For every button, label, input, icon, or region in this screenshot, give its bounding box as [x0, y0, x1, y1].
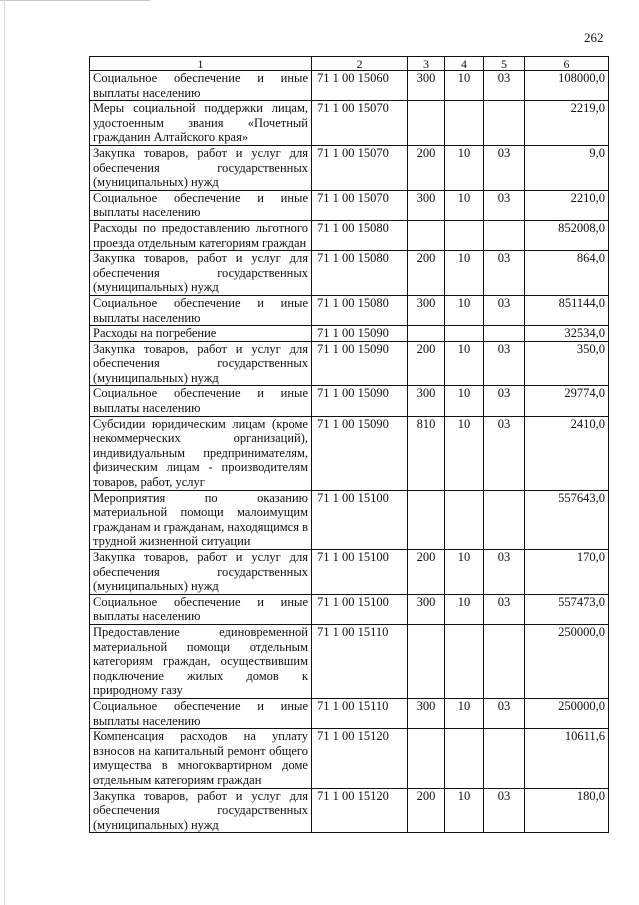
amount-cell: 2210,0	[525, 190, 609, 220]
target-code-cell: 71 1 00 15110	[312, 624, 408, 698]
column-number-5: 5	[484, 57, 525, 71]
section-cell	[445, 729, 484, 788]
subsection-cell: 03	[484, 145, 525, 190]
table-row	[90, 326, 609, 342]
expense-name-cell: Меры социальной поддержки лицам, удостоенным звания «Почетный гражданин Алтайского края»	[90, 101, 312, 146]
amount-cell: 557473,0	[525, 594, 609, 624]
section-cell: 10	[445, 145, 484, 190]
subsection-cell	[484, 220, 525, 250]
amount-cell: 250000,0	[525, 698, 609, 728]
section-cell: 10	[445, 594, 484, 624]
subsection-cell: 03	[484, 788, 525, 833]
amount-cell: 250000,0	[525, 624, 609, 698]
table-row	[90, 145, 609, 190]
amount-cell: 852008,0	[525, 220, 609, 250]
expense-type-cell: 810	[408, 416, 445, 490]
amount-cell: 864,0	[525, 251, 609, 296]
section-cell: 10	[445, 341, 484, 386]
amount-cell: 108000,0	[525, 71, 609, 101]
expense-type-cell	[408, 326, 445, 342]
target-code-cell: 71 1 00 15080	[312, 220, 408, 250]
expense-type-cell: 200	[408, 788, 445, 833]
amount-cell: 10611,6	[525, 729, 609, 788]
column-number-6: 6	[525, 57, 609, 71]
target-code-cell: 71 1 00 15080	[312, 251, 408, 296]
expense-type-cell: 200	[408, 145, 445, 190]
target-code-cell: 71 1 00 15100	[312, 550, 408, 595]
table-row	[90, 624, 609, 698]
expense-type-cell: 300	[408, 295, 445, 325]
column-number-1: 1	[90, 57, 312, 71]
target-code-cell: 71 1 00 15110	[312, 698, 408, 728]
subsection-cell	[484, 326, 525, 342]
table-row	[90, 416, 609, 490]
subsection-cell	[484, 101, 525, 146]
table-row	[90, 386, 609, 416]
target-code-cell: 71 1 00 15090	[312, 386, 408, 416]
section-cell: 10	[445, 788, 484, 833]
amount-cell: 32534,0	[525, 326, 609, 342]
page-number: 262	[584, 30, 604, 45]
expense-name-cell: Закупка товаров, работ и услуг для обеспечения государственных (муниципальных) нужд	[90, 550, 312, 595]
subsection-cell: 03	[484, 71, 525, 101]
table-row	[90, 788, 609, 833]
subsection-cell: 03	[484, 190, 525, 220]
table-row	[90, 594, 609, 624]
table-row	[90, 220, 609, 250]
section-cell: 10	[445, 71, 484, 101]
table-row	[90, 71, 609, 101]
subsection-cell: 03	[484, 295, 525, 325]
table-row	[90, 190, 609, 220]
expense-type-cell: 300	[408, 71, 445, 101]
amount-cell: 29774,0	[525, 386, 609, 416]
section-cell: 10	[445, 386, 484, 416]
target-code-cell: 71 1 00 15070	[312, 190, 408, 220]
amount-cell: 180,0	[525, 788, 609, 833]
expense-name-cell: Социальное обеспечение и иные выплаты населению	[90, 594, 312, 624]
expense-type-cell	[408, 101, 445, 146]
expense-name-cell: Социальное обеспечение и иные выплаты населению	[90, 386, 312, 416]
amount-cell: 2219,0	[525, 101, 609, 146]
subsection-cell: 03	[484, 341, 525, 386]
amount-cell: 350,0	[525, 341, 609, 386]
expense-name-cell: Мероприятия по оказанию материальной помощи малоимущим гражданам и гражданам, находящимся в трудной жизненной ситуации	[90, 490, 312, 549]
expense-name-cell: Закупка товаров, работ и услуг для обеспечения государственных (муниципальных) нужд	[90, 145, 312, 190]
table-row	[90, 550, 609, 595]
target-code-cell: 71 1 00 15120	[312, 788, 408, 833]
target-code-cell: 71 1 00 15090	[312, 326, 408, 342]
subsection-cell: 03	[484, 416, 525, 490]
scan-edge-top	[0, 0, 150, 1]
section-cell: 10	[445, 190, 484, 220]
expense-name-cell: Социальное обеспечение и иные выплаты населению	[90, 71, 312, 101]
expense-type-cell: 300	[408, 698, 445, 728]
column-number-2: 2	[312, 57, 408, 71]
expense-name-cell: Закупка товаров, работ и услуг для обеспечения государственных (муниципальных) нужд	[90, 341, 312, 386]
subsection-cell: 03	[484, 594, 525, 624]
column-number-3: 3	[408, 57, 445, 71]
subsection-cell: 03	[484, 251, 525, 296]
expense-name-cell: Закупка товаров, работ и услуг для обеспечения государственных (муниципальных) нужд	[90, 251, 312, 296]
budget-table	[89, 56, 609, 833]
budget-table-body	[90, 57, 609, 833]
subsection-cell: 03	[484, 698, 525, 728]
target-code-cell: 71 1 00 15080	[312, 295, 408, 325]
amount-cell: 851144,0	[525, 295, 609, 325]
expense-type-cell: 300	[408, 386, 445, 416]
target-code-cell: 71 1 00 15070	[312, 101, 408, 146]
expense-type-cell: 300	[408, 190, 445, 220]
amount-cell: 170,0	[525, 550, 609, 595]
expense-type-cell	[408, 490, 445, 549]
table-row	[90, 295, 609, 325]
expense-name-cell: Предоставление единовременной материальной помощи отдельным категориям граждан, осуществившим подключение жилых домов к природному газу	[90, 624, 312, 698]
subsection-cell	[484, 490, 525, 549]
expense-name-cell: Расходы на погребение	[90, 326, 312, 342]
amount-cell: 9,0	[525, 145, 609, 190]
expense-type-cell	[408, 624, 445, 698]
section-cell: 10	[445, 416, 484, 490]
expense-name-cell: Закупка товаров, работ и услуг для обеспечения государственных (муниципальных) нужд	[90, 788, 312, 833]
expense-name-cell: Социальное обеспечение и иные выплаты населению	[90, 190, 312, 220]
table-row	[90, 101, 609, 146]
expense-type-cell: 300	[408, 594, 445, 624]
expense-name-cell: Расходы по предоставлению льготного проезда отдельным категориям граждан	[90, 220, 312, 250]
section-cell	[445, 490, 484, 549]
table-row	[90, 251, 609, 296]
section-cell	[445, 220, 484, 250]
expense-type-cell	[408, 220, 445, 250]
expense-type-cell: 200	[408, 341, 445, 386]
target-code-cell: 71 1 00 15090	[312, 416, 408, 490]
expense-name-cell: Социальное обеспечение и иные выплаты населению	[90, 295, 312, 325]
amount-cell: 2410,0	[525, 416, 609, 490]
subsection-cell: 03	[484, 550, 525, 595]
expense-type-cell	[408, 729, 445, 788]
subsection-cell	[484, 624, 525, 698]
scan-edge-left	[4, 0, 5, 905]
amount-cell: 557643,0	[525, 490, 609, 549]
expense-type-cell: 200	[408, 550, 445, 595]
target-code-cell: 71 1 00 15120	[312, 729, 408, 788]
section-cell: 10	[445, 295, 484, 325]
table-row	[90, 698, 609, 728]
table-row	[90, 341, 609, 386]
subsection-cell	[484, 729, 525, 788]
section-cell: 10	[445, 251, 484, 296]
section-cell	[445, 101, 484, 146]
column-number-row	[90, 57, 609, 71]
table-row	[90, 729, 609, 788]
target-code-cell: 71 1 00 15070	[312, 145, 408, 190]
section-cell	[445, 326, 484, 342]
section-cell: 10	[445, 698, 484, 728]
expense-name-cell: Субсидии юридическим лицам (кроме некоммерческих организаций), индивидуальным предпринимателям, физическим лицам - производителям товаров, работ, услуг	[90, 416, 312, 490]
target-code-cell: 71 1 00 15090	[312, 341, 408, 386]
target-code-cell: 71 1 00 15100	[312, 490, 408, 549]
expense-name-cell: Социальное обеспечение и иные выплаты населению	[90, 698, 312, 728]
target-code-cell: 71 1 00 15060	[312, 71, 408, 101]
expense-type-cell: 200	[408, 251, 445, 296]
column-number-4: 4	[445, 57, 484, 71]
expense-name-cell: Компенсация расходов на уплату взносов на капитальный ремонт общего имущества в многоквартирном доме отдельным категориям граждан	[90, 729, 312, 788]
section-cell	[445, 624, 484, 698]
section-cell: 10	[445, 550, 484, 595]
subsection-cell: 03	[484, 386, 525, 416]
table-row	[90, 490, 609, 549]
target-code-cell: 71 1 00 15100	[312, 594, 408, 624]
